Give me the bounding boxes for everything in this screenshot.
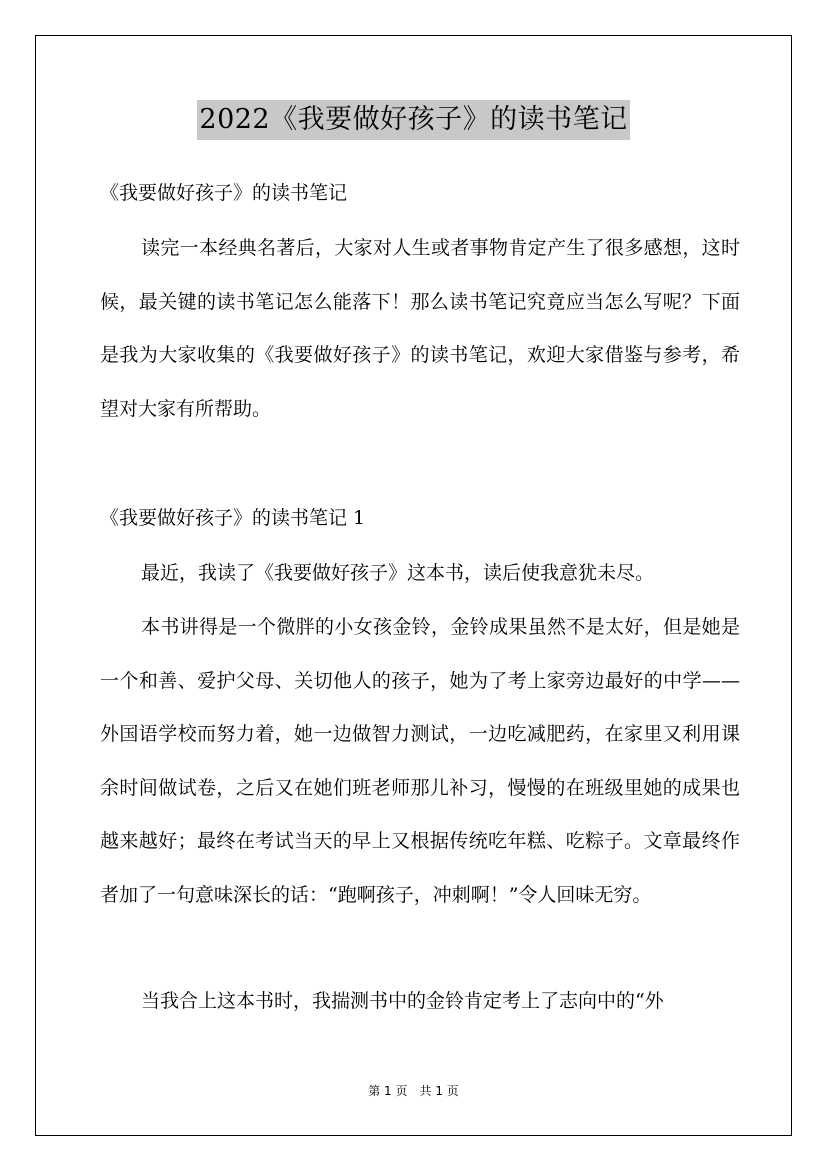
body-paragraph-1: 最近，我读了《我要做好孩子》这本书，读后使我意犹未尽。 [141,562,655,584]
page-footer: 第 1 页 共 1 页 [368,1084,459,1098]
section-heading: 《我要做好孩子》的读书笔记 1 [100,507,366,529]
document-title: 2022《我要做好孩子》的读书笔记 [197,100,629,140]
body-paragraph-2: 本书讲得是一个微胖的小女孩金铃，金铃成果虽然不是太好，但是她是一个和善、爱护父母、关切他人的孩子，她为了考上家旁边最好的中学——外国语学校而努力着，她一边做智力测试，一边吃减肥药，在家里又利用课余时间做试卷，之后又在她们班老师那儿补习，慢慢的在班级里她的成果也越来越好；最终在考试当天的早上又根据传统吃年糕、吃粽子。文章最终作者加了一句意味深长的话：“跑啊孩子，冲刺啊！”令人回味无穷。 [100,616,740,906]
intro-paragraph: 读完一本经典名著后，大家对人生或者事物肯定产生了很多感想，这时候，最关键的读书笔记怎么能落下！那么读书笔记究竟应当怎么写呢？下面是我为大家收集的《我要做好孩子》的读书笔记，欢迎大家借鉴与参考，希望对大家有所帮助。 [100,237,740,420]
document-subtitle: 《我要做好孩子》的读书笔记 [100,182,348,204]
title-container [0,100,827,140]
body-paragraph-3: 当我合上这本书时，我揣测书中的金铃肯定考上了志向中的“外 [141,990,664,1012]
